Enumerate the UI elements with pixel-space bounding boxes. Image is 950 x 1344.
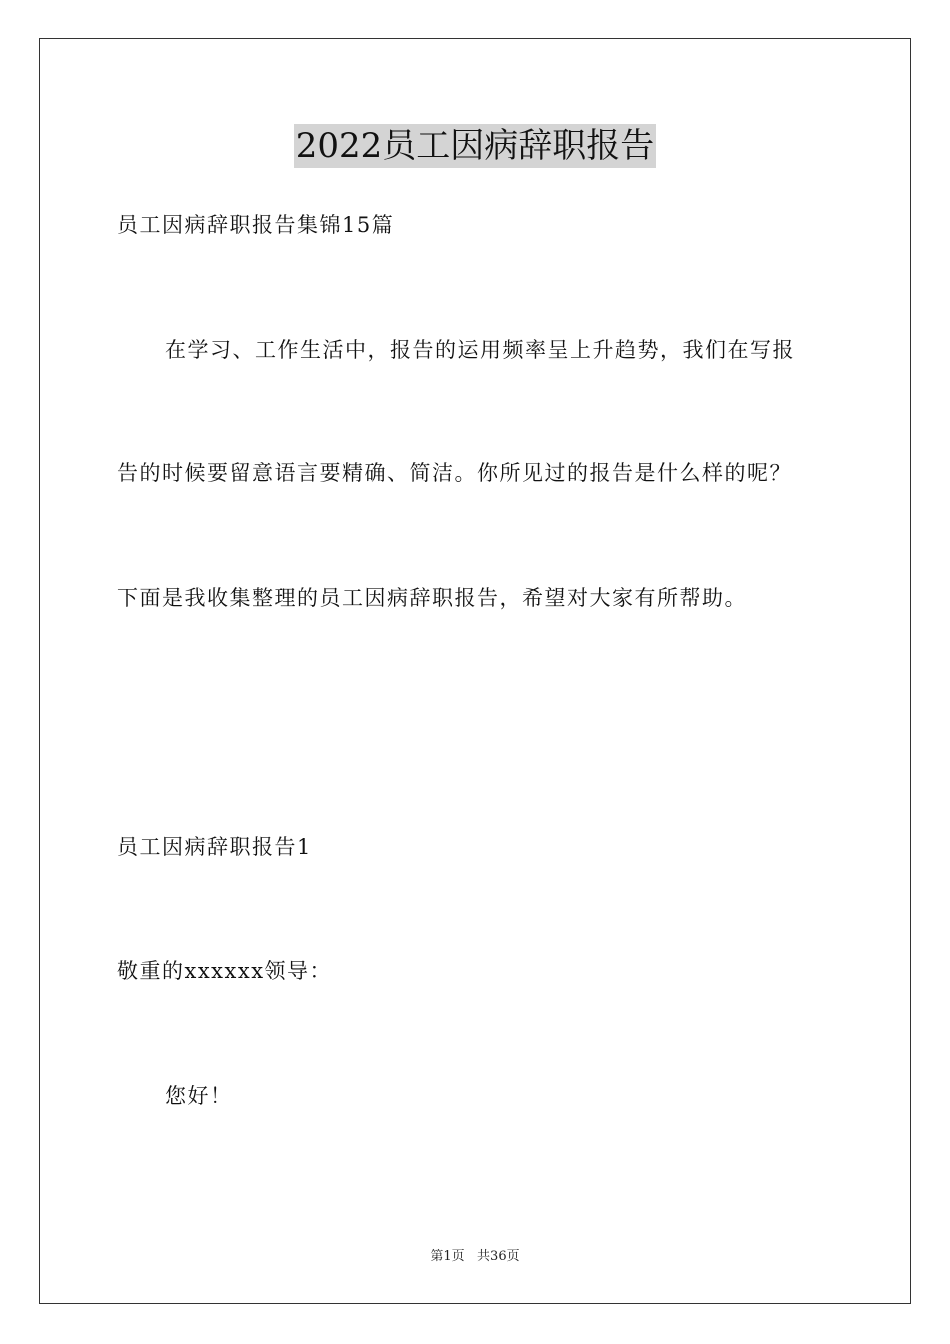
page-footer: 第1页 共36页: [430, 1249, 520, 1264]
intro-paragraph-line-3: 下面是我收集整理的员工因病辞职报告，希望对大家有所帮助。: [117, 586, 747, 610]
letter-greeting: 您好！: [165, 1084, 233, 1108]
intro-paragraph-line-1: 在学习、工作生活中，报告的运用频率呈上升趋势，我们在写报: [165, 338, 795, 362]
letter-salutation: 敬重的xxxxxx领导：: [117, 959, 333, 983]
section-heading: 员工因病辞职报告1: [117, 835, 312, 859]
document-title: 2022员工因病辞职报告: [295, 126, 655, 166]
document-subtitle: 员工因病辞职报告集锦15篇: [117, 213, 395, 237]
title-container: [0, 124, 950, 168]
intro-paragraph-line-2: 告的时候要留意语言要精确、简洁。你所见过的报告是什么样的呢？: [117, 461, 792, 485]
